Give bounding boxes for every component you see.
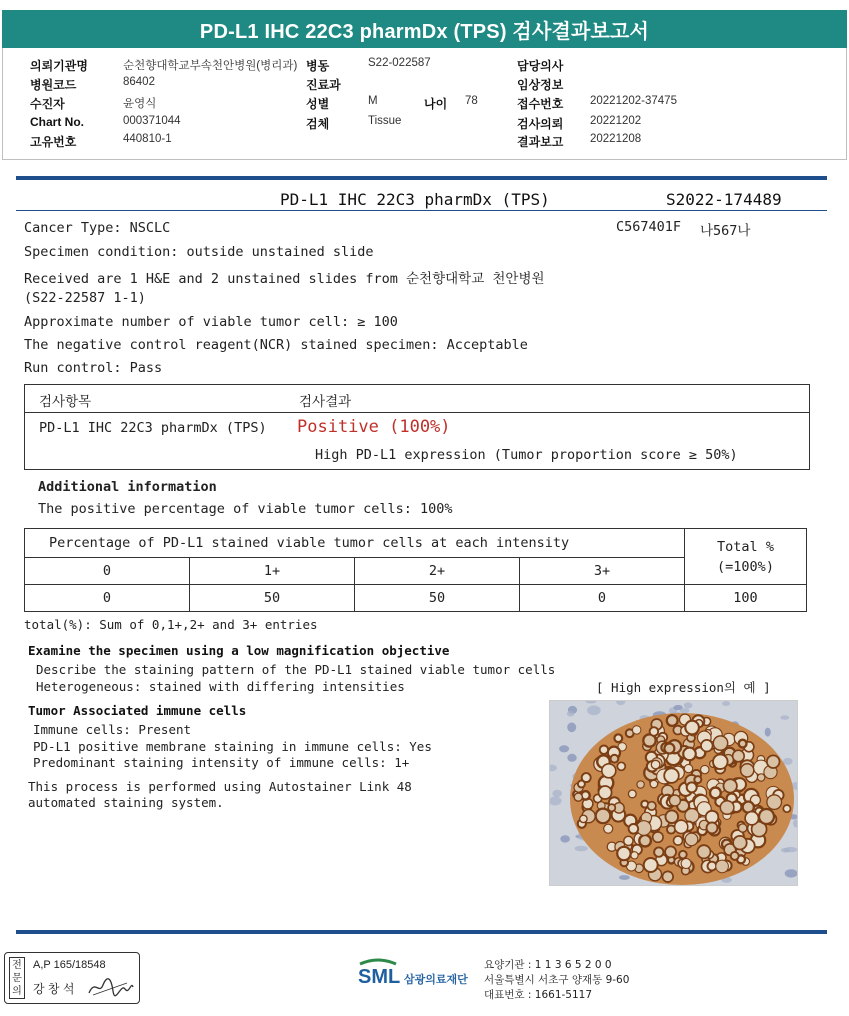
stroma-nucleus bbox=[780, 715, 789, 719]
tumor-cell bbox=[767, 795, 782, 810]
field-value-chart-no: 000371044 bbox=[123, 115, 181, 127]
tumor-cell bbox=[667, 715, 678, 726]
additional-info-text: The positive percentage of viable tumor cells: 100% bbox=[38, 501, 453, 517]
tumor-cell bbox=[666, 810, 679, 823]
stroma-nucleus bbox=[567, 754, 576, 762]
intensity-value-0: 0 bbox=[25, 585, 190, 612]
stroma-nucleus bbox=[567, 711, 574, 717]
field-label-request-date: 검사의뢰 bbox=[517, 117, 564, 131]
title-underline bbox=[16, 210, 827, 211]
tumor-cell bbox=[675, 820, 688, 833]
slide-reference: (S22-22587 1-1) bbox=[24, 290, 146, 306]
tumor-cell bbox=[733, 836, 747, 850]
report-id: S2022-174489 bbox=[666, 190, 782, 209]
tumor-cell bbox=[639, 835, 651, 847]
additional-info-heading: Additional information bbox=[38, 479, 217, 495]
result-col-item: 검사항목 bbox=[39, 394, 92, 410]
foundation-name: 삼광의료재단 bbox=[404, 973, 468, 986]
field-label-sex: 성별 bbox=[306, 97, 330, 111]
tumor-cell bbox=[617, 847, 630, 860]
tumor-cell bbox=[653, 832, 663, 842]
tumor-cell bbox=[674, 836, 683, 845]
stroma-nucleus bbox=[560, 835, 570, 842]
examine-heading: Examine the specimen using a low magnification objective bbox=[28, 643, 450, 658]
stroma-nucleus bbox=[680, 708, 690, 713]
report-title: PD-L1 IHC 22C3 pharmDx (TPS) bbox=[280, 190, 550, 209]
received-slides: Received are 1 H&E and 2 unstained slides from 순천향대학교 천안병원 bbox=[24, 271, 545, 287]
examine-line-1: Describe the staining pattern of the PD-L1 stained viable tumor cells bbox=[36, 662, 556, 677]
tumor-cell bbox=[596, 809, 611, 824]
microscopy-image bbox=[549, 700, 798, 886]
tumor-cell bbox=[708, 862, 717, 871]
stroma-nucleus bbox=[552, 790, 562, 797]
immune-heading: Tumor Associated immune cells bbox=[28, 703, 247, 718]
field-label-department: 진료과 bbox=[306, 78, 341, 92]
field-value-age: 78 bbox=[465, 95, 478, 107]
field-value-report-date: 20221208 bbox=[590, 133, 642, 145]
tumor-cell bbox=[651, 760, 660, 769]
report-header-title: PD-L1 IHC 22C3 pharmDx (TPS) 검사결과보고서 bbox=[2, 10, 847, 48]
result-box-header bbox=[25, 385, 809, 413]
tumor-cell bbox=[694, 776, 701, 783]
stroma-nucleus bbox=[684, 702, 693, 708]
signature-mark bbox=[87, 975, 135, 999]
intensity-level-2: 2+ bbox=[355, 558, 520, 585]
footer-line-3: 대표번호 : 1661-5117 bbox=[484, 989, 593, 1001]
tumor-cell bbox=[701, 765, 709, 773]
total-header-line1: Total % bbox=[717, 538, 774, 555]
tumor-cell bbox=[633, 726, 641, 734]
result-item: PD-L1 IHC 22C3 pharmDx (TPS) bbox=[39, 420, 267, 436]
tumor-cell bbox=[685, 721, 699, 735]
microscopy-svg bbox=[550, 701, 798, 886]
examine-line-2: Heterogeneous: stained with differing intensities bbox=[36, 679, 405, 694]
tumor-cell bbox=[663, 871, 674, 882]
stroma-nucleus bbox=[783, 758, 793, 765]
immune-line-3: Predominant staining intensity of immune cells: 1+ bbox=[33, 755, 410, 770]
field-label-specimen: 검체 bbox=[306, 117, 330, 131]
intensity-table-header: Percentage of PD-L1 stained viable tumor cells at each intensity bbox=[25, 529, 685, 558]
stroma-nucleus bbox=[559, 745, 569, 752]
process-line-2: automated staining system. bbox=[28, 795, 224, 810]
field-label-unique-no: 고유번호 bbox=[30, 135, 77, 149]
tumor-cell bbox=[739, 824, 747, 832]
tumor-cell bbox=[617, 762, 625, 770]
tumor-cell bbox=[783, 805, 790, 812]
field-value-patient: 윤영식 bbox=[123, 98, 157, 110]
tumor-cell bbox=[650, 780, 658, 788]
tumor-cell bbox=[650, 727, 659, 736]
tumor-cell bbox=[684, 764, 692, 772]
tumor-cell bbox=[741, 764, 754, 777]
tumor-cell bbox=[648, 802, 656, 810]
tumor-cell bbox=[654, 847, 663, 856]
ap-number: A,P 165/18548 bbox=[33, 959, 106, 971]
tumor-cell bbox=[724, 779, 737, 792]
intensity-value-3: 0 bbox=[520, 585, 685, 612]
signature-box bbox=[4, 952, 140, 1004]
tumor-cell bbox=[629, 824, 639, 834]
cancer-type: Cancer Type: NSCLC bbox=[24, 220, 171, 236]
tumor-cell bbox=[637, 781, 644, 788]
stroma-nucleus bbox=[765, 728, 771, 737]
viable-tumor-cells: Approximate number of viable tumor cell: ≥ 100 bbox=[24, 314, 398, 330]
tumor-cell bbox=[665, 846, 676, 857]
intensity-level-0: 0 bbox=[25, 558, 190, 585]
footer-line-2: 서울특별시 서초구 양재동 9-60 bbox=[484, 974, 630, 986]
tumor-cell bbox=[697, 845, 710, 858]
field-label-hospital-code: 병원코드 bbox=[30, 78, 77, 92]
sml-logo bbox=[356, 956, 476, 1000]
tumor-cell bbox=[683, 748, 696, 761]
tumor-cell bbox=[713, 736, 727, 750]
specimen-code-2: 나567나 bbox=[700, 223, 751, 239]
tumor-cell bbox=[701, 740, 713, 752]
tumor-cell bbox=[631, 852, 638, 859]
tumor-cell bbox=[614, 734, 622, 742]
field-label-clinical-info: 임상정보 bbox=[517, 78, 564, 92]
tumor-cell bbox=[679, 851, 687, 859]
tumor-cell bbox=[580, 815, 587, 822]
field-label-report-date: 결과보고 bbox=[517, 135, 564, 149]
process-line-1: This process is performed using Autostainer Link 48 bbox=[28, 779, 412, 794]
field-label-ward: 병동 bbox=[306, 59, 330, 73]
tumor-cell bbox=[716, 860, 729, 873]
top-divider bbox=[16, 176, 827, 180]
immune-line-1: Immune cells: Present bbox=[33, 722, 192, 737]
tumor-cell bbox=[664, 744, 674, 754]
tumor-cell bbox=[720, 801, 734, 815]
result-box bbox=[24, 384, 810, 470]
negative-control: The negative control reagent(NCR) stained specimen: Acceptable bbox=[24, 337, 528, 353]
immune-line-2: PD-L1 positive membrane staining in immune cells: Yes bbox=[33, 739, 432, 754]
tumor-cell bbox=[767, 755, 780, 768]
total-header bbox=[685, 529, 807, 585]
tumor-cell bbox=[574, 793, 582, 801]
specimen-condition: Specimen condition: outside unstained slide bbox=[24, 244, 374, 260]
stroma-nucleus bbox=[722, 701, 730, 706]
tumor-cell bbox=[707, 822, 718, 833]
tumor-cell bbox=[611, 755, 619, 763]
specimen-code: C567401F bbox=[616, 219, 682, 235]
intensity-value-1: 50 bbox=[190, 585, 355, 612]
bottom-divider bbox=[16, 930, 827, 934]
doctor-name: 강 창 석 bbox=[33, 982, 75, 996]
stroma-nucleus bbox=[587, 705, 601, 715]
tumor-cell bbox=[710, 788, 721, 799]
tumor-cell bbox=[600, 746, 608, 754]
footer-contact bbox=[484, 958, 629, 1003]
intensity-level-1: 1+ bbox=[190, 558, 355, 585]
image-caption: [ High expression의 예 ] bbox=[596, 680, 771, 695]
tumor-cell bbox=[731, 852, 739, 860]
stroma-nucleus bbox=[784, 847, 797, 852]
field-label-receipt-no: 접수번호 bbox=[517, 97, 564, 111]
field-label-physician: 담당의사 bbox=[517, 59, 564, 73]
tumor-cell bbox=[681, 859, 691, 869]
stroma-nucleus bbox=[575, 846, 588, 852]
field-label-institution: 의뢰기관명 bbox=[30, 59, 88, 73]
stroma-nucleus bbox=[785, 869, 798, 877]
stroma-nucleus bbox=[567, 723, 576, 733]
tumor-cell bbox=[608, 804, 615, 811]
tumor-cell bbox=[685, 833, 698, 846]
tumor-cell bbox=[757, 774, 764, 781]
total-footnote: total(%): Sum of 0,1+,2+ and 3+ entries bbox=[24, 617, 318, 632]
stroma-nucleus bbox=[619, 875, 630, 880]
tumor-cell bbox=[624, 836, 633, 845]
tumor-cell bbox=[687, 782, 697, 792]
field-value-institution: 순천향대학교부속천안병원(병리과) bbox=[123, 60, 298, 72]
intensity-level-3: 3+ bbox=[520, 558, 685, 585]
field-label-age: 나이 bbox=[424, 97, 448, 111]
tumor-cell bbox=[578, 781, 585, 788]
field-value-request-date: 20221202 bbox=[590, 115, 642, 127]
sml-logo-text: SML bbox=[358, 966, 401, 988]
tumor-cell bbox=[733, 750, 745, 762]
field-value-sex: M bbox=[368, 95, 378, 107]
tumor-cell bbox=[604, 824, 613, 833]
tumor-cell bbox=[739, 740, 747, 748]
result-note: High PD-L1 expression (Tumor proportion score ≥ 50%) bbox=[315, 447, 738, 463]
tumor-cell bbox=[713, 754, 728, 769]
tumor-cell bbox=[745, 812, 758, 825]
field-value-ward: S22-022587 bbox=[368, 57, 431, 69]
result-value: Positive (100%) bbox=[297, 417, 451, 437]
field-value-hospital-code: 86402 bbox=[123, 76, 155, 88]
field-label-chart-no: Chart No. bbox=[30, 115, 84, 129]
result-col-result: 검사결과 bbox=[299, 394, 352, 410]
tumor-cell bbox=[759, 809, 774, 824]
field-label-patient: 수진자 bbox=[30, 97, 65, 111]
tumor-cell bbox=[602, 764, 616, 778]
intensity-value-2: 50 bbox=[355, 585, 520, 612]
run-control: Run control: Pass bbox=[24, 360, 163, 376]
tumor-cell bbox=[599, 786, 612, 799]
tumor-cell bbox=[628, 790, 636, 798]
stamp-label: 전문의 bbox=[9, 957, 25, 999]
tumor-cell bbox=[644, 858, 658, 872]
field-value-unique-no: 440810-1 bbox=[123, 133, 172, 145]
field-value-receipt-no: 20221202-37475 bbox=[590, 95, 677, 107]
total-header-line2: (=100%) bbox=[717, 558, 774, 575]
tumor-cell bbox=[664, 768, 679, 783]
intensity-total: 100 bbox=[685, 585, 807, 612]
tumor-cell bbox=[669, 795, 680, 806]
field-value-specimen: Tissue bbox=[368, 115, 402, 127]
intensity-table bbox=[24, 528, 807, 612]
footer-line-1: 요양기관 : 1 1 3 6 5 2 0 0 bbox=[484, 959, 612, 971]
